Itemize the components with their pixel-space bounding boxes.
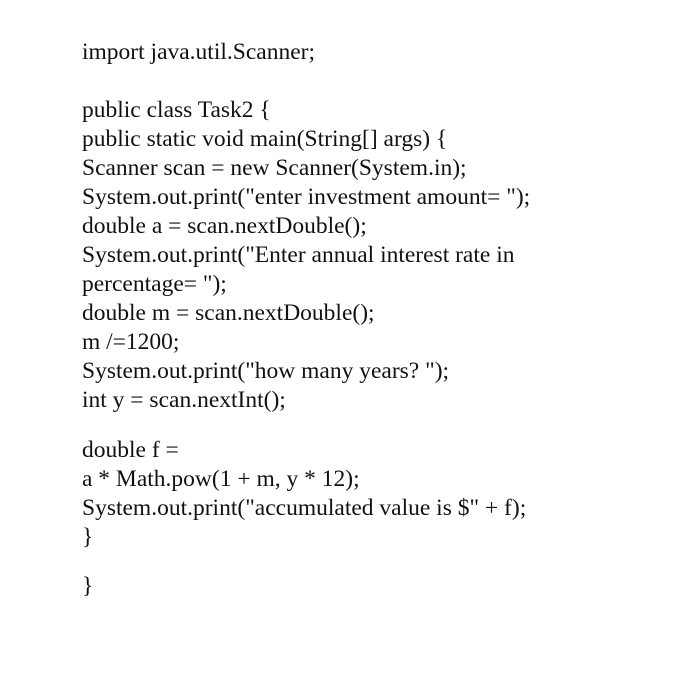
code-line-read-amount: double a = scan.nextDouble(); bbox=[82, 213, 367, 239]
code-line-scanner-init: Scanner scan = new Scanner(System.in); bbox=[82, 155, 467, 181]
code-line-rate-divide: m /=1200; bbox=[82, 329, 180, 355]
code-line-close-method: } bbox=[82, 524, 94, 550]
code-line-print-result: System.out.print("accumulated value is $" + f); bbox=[82, 495, 527, 521]
code-line-close-class: } bbox=[82, 573, 94, 599]
code-line-declare-f: double f = bbox=[82, 437, 179, 463]
code-line-prompt-rate-cont: percentage= "); bbox=[82, 271, 227, 297]
code-line-prompt-years: System.out.print("how many years? "); bbox=[82, 358, 450, 384]
code-line-prompt-amount: System.out.print("enter investment amount= "); bbox=[82, 184, 531, 210]
code-line-read-rate: double m = scan.nextDouble(); bbox=[82, 300, 375, 326]
code-line-compute-f: a * Math.pow(1 + m, y * 12); bbox=[82, 466, 360, 492]
code-line-prompt-rate: System.out.print("Enter annual interest rate in bbox=[82, 242, 515, 268]
code-line-class-declaration: public class Task2 { bbox=[82, 97, 271, 123]
code-line-main-method: public static void main(String[] args) { bbox=[82, 126, 448, 152]
code-line-import: import java.util.Scanner; bbox=[82, 39, 315, 65]
code-line-read-years: int y = scan.nextInt(); bbox=[82, 387, 286, 413]
